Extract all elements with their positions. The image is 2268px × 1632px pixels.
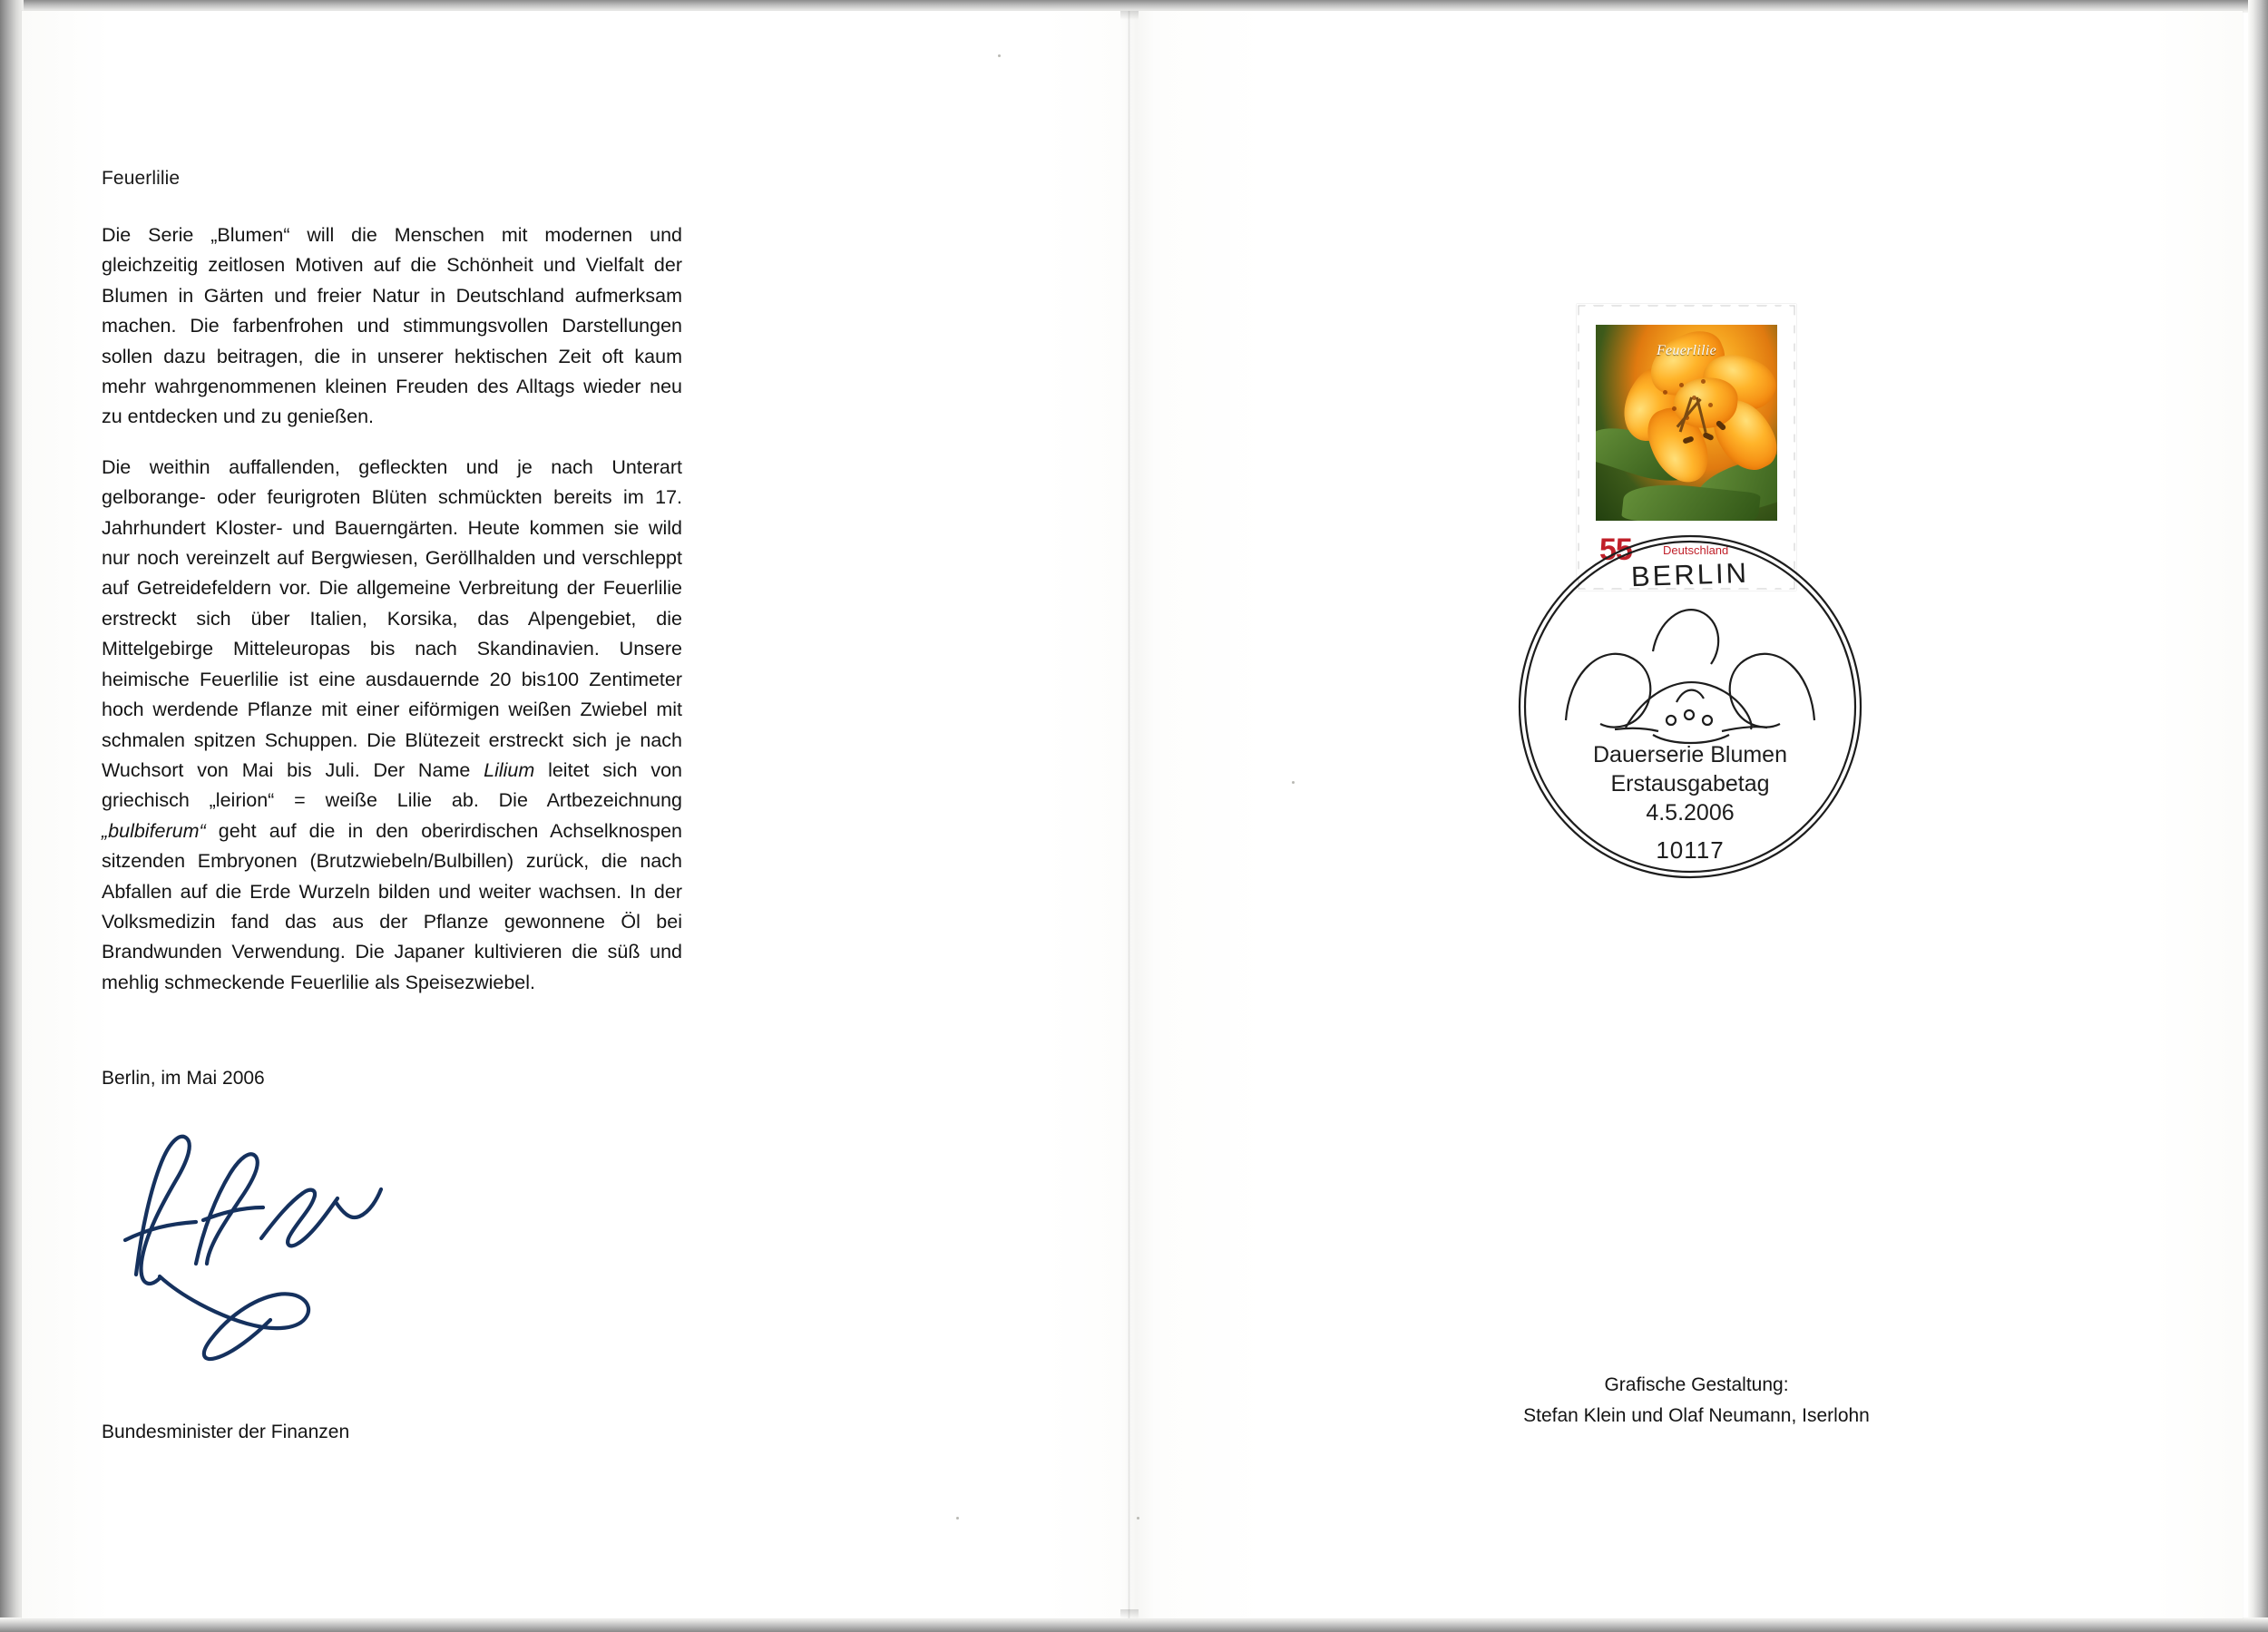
scan-edge-bottom [0,1617,2268,1632]
paper-fold-crease [1128,11,1130,1618]
page-title: Feuerlilie [102,168,181,189]
postage-stamp [1577,304,1796,591]
dust-speck [998,54,1001,57]
stamp-value: 55 [1599,533,1632,567]
design-credit-names: Stefan Klein und Olaf Neumann, Iserlohn [1523,1405,1870,1426]
paragraph-2-part-2: leitet sich von griechisch „leirion“ = weiße Lilie ab. Die Artbezeichnung [102,758,683,812]
design-credit-label: Grafische Gestaltung: [1604,1374,1789,1395]
italic-lilium: Lilium [484,758,535,781]
place-date: Berlin, im Mai 2006 [102,1068,265,1089]
scan-edge-right [2248,0,2268,1632]
design-credit [1415,1370,1978,1432]
postmark-postal-code: 10117 [1656,836,1725,864]
paragraph-1: Die Serie „Blumen“ will die Menschen mit modernen und gleichzeitig zeitlosen Motiven auf die Schönheit und Vielfalt der Blumen in Gärten und freier Natur in Deutschland aufmerksam machen. Die farbenfrohen und stimmungsvollen Darstellungen sollen dazu beitragen, die in unserer hektischen Zeit oft kaum mehr wahrgenommenen kleinen Freuden des Alltags wieder neu zu entdecken und zu genießen. [102,224,682,428]
postmark-occasion: Erstausgabetag [1610,771,1770,796]
paragraph-2 [102,453,682,998]
dust-speck [1137,1517,1139,1520]
italic-bulbiferum: „bulbiferum“ [102,819,206,842]
postmark-city: BERLIN [1630,556,1750,593]
dust-speck [1292,781,1295,784]
postmark-series: Dauerserie Blumen [1593,742,1787,767]
stamp-face [1585,312,1788,582]
paragraph-2-part-3: geht auf die in den oberirdischen Achselknospen sitzenden Embryonen (Brutzwiebeln/Bulbillen) zurück, die nach Abfallen auf die Erde Wurzeln bilden und weiter wachsen. In der Volksmedizin fand das aus der Pflanze gewonnene Öl bei Brandwunden Verwendung. Die Japaner kultivieren die süß und mehlig schmeckende Feuerlilie als Speisezwiebel. [102,819,682,993]
dust-speck [956,1517,959,1520]
stamp-flower-image [1596,325,1777,521]
scan-edge-left [0,0,24,1632]
stamp-title: Feuerlilie [1656,343,1717,358]
signatory-title: Bundesminister der Finanzen [102,1422,350,1442]
paragraph-2-part-1: Die weithin auffallenden, gefleckten und je nach Unterart gelborange- oder feurigroten Blüten schmückten bereits im 17. Jahrhundert Kloster- und Bauerngärten. Heute kommen sie wild nur noch vereinzelt auf Bergwiesen, Geröllhalden und verschleppt auf Getreidefeldern vor. Die allgemeine Verbreitung der Feuerlilie erstreckt sich über Italien, Korsika, das Alpengebiet, die Mittelgebirge Mitteleuropas bis nach Skandinavien. Unsere heimische Feuerlilie ist eine ausdauernde 20 bis100 Zentimeter hoch werdende Pflanze mit einer eiförmigen weißen Zwiebel mit schmalen spitzen Schuppen. Die Blütezeit erstreckt sich je nach Wuchsort von Mai bis Juli. Der Name [102,455,682,781]
signature [109,1102,435,1365]
fold-nick-bottom [1120,1609,1139,1618]
fold-nick-top [1120,11,1139,20]
body-text [102,220,682,998]
postmark-date: 4.5.2006 [1646,800,1735,826]
stamp-country-label: Deutschland [1663,543,1729,557]
